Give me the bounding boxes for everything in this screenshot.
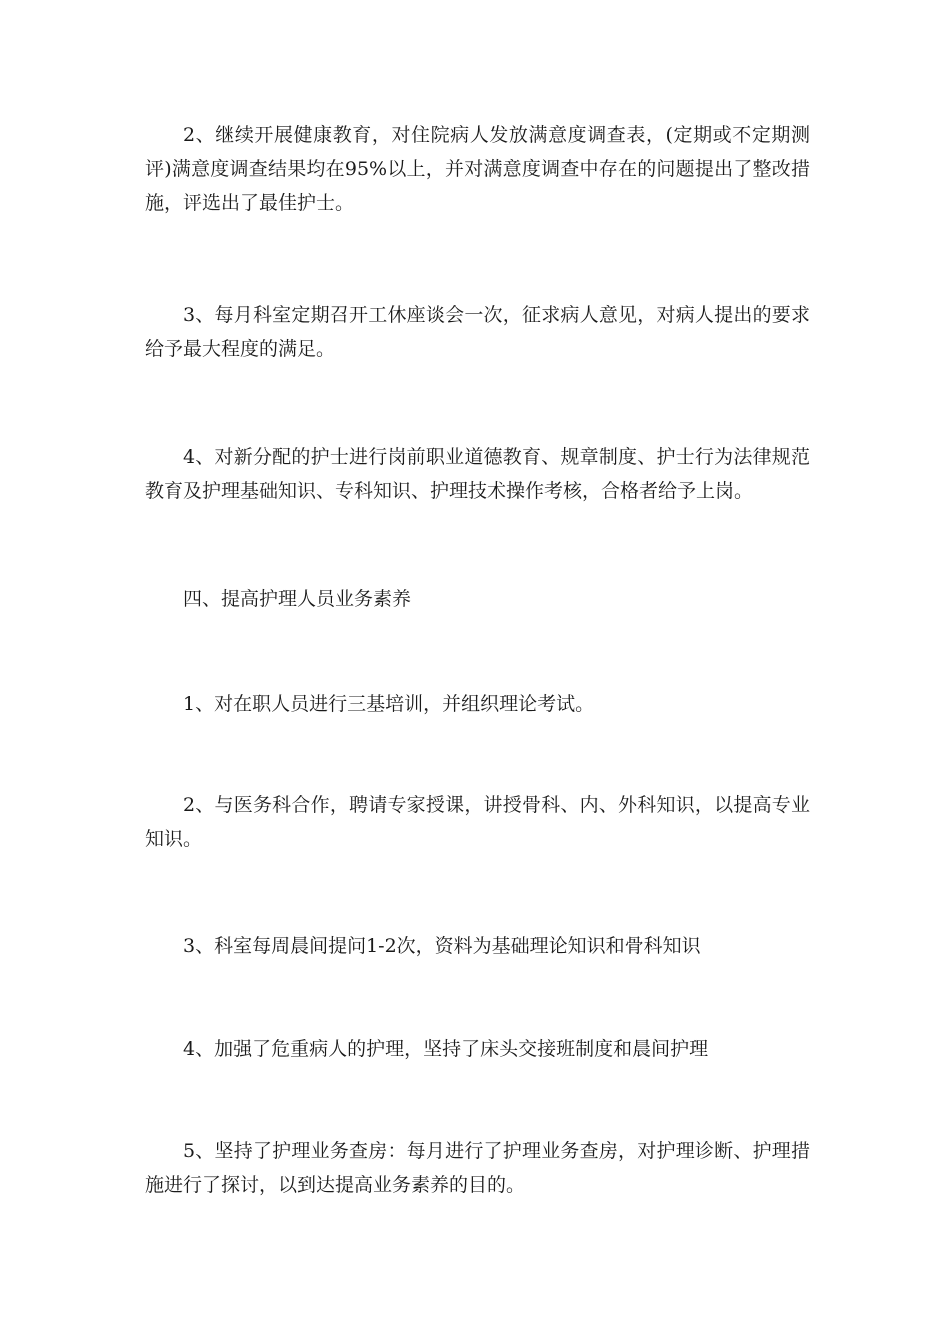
paragraph-critical-care: 4、加强了危重病人的护理，坚持了床头交接班制度和晨间护理: [183, 1038, 709, 1060]
section-heading: 四、提高护理人员业务素养: [183, 588, 412, 610]
paragraph-three-basics-training: 1、对在职人员进行三基培训，并组织理论考试。: [183, 693, 595, 715]
paragraph-new-nurse-training: 4、对新分配的护士进行岗前职业道德教育、规章制度、护士行为法律规范教育及护理基础知识、专科知识、护理技术操作考核，合格者给予上岗。: [145, 446, 810, 502]
paragraph-morning-questions: 3、科室每周晨间提问1-2次，资料为基础理论知识和骨科知识: [183, 935, 701, 957]
paragraph-expert-lectures: 2、与医务科合作，聘请专家授课，讲授骨科、内、外科知识，以提高专业知识。: [145, 794, 810, 850]
paragraph-ward-rounds: 5、坚持了护理业务查房：每月进行了护理业务查房，对护理诊断、护理措施进行了探讨，以到达提高业务素养的目的。: [145, 1140, 810, 1196]
paragraph-patient-meeting: 3、每月科室定期召开工休座谈会一次，征求病人意见，对病人提出的要求给予最大程度的满足。: [145, 304, 810, 360]
paragraph-health-education: 2、继续开展健康教育，对住院病人发放满意度调查表，(定期或不定期测评)满意度调查结果均在95%以上，并对满意度调查中存在的问题提出了整改措施，评选出了最佳护士。: [145, 124, 810, 214]
